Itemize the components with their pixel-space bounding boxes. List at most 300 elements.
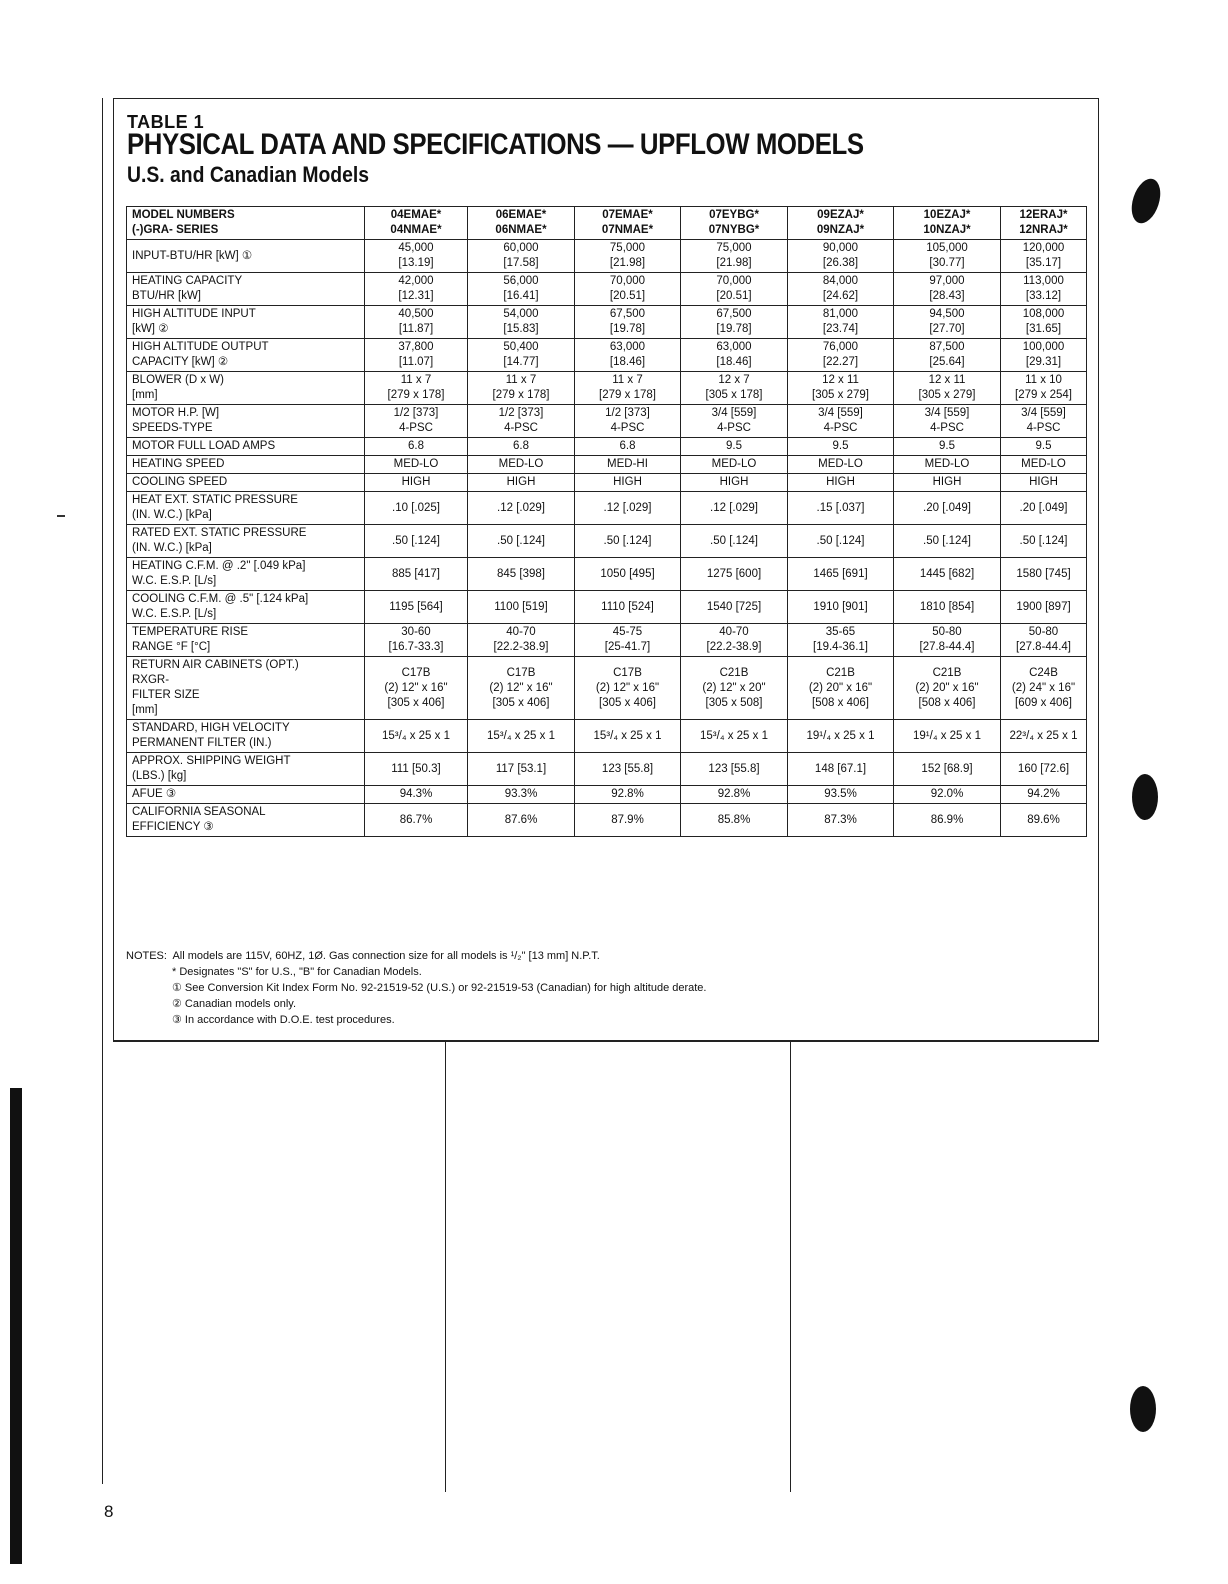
page-subtitle: U.S. and Canadian Models (127, 162, 370, 187)
value-line: 04EMAE* (390, 209, 442, 221)
row-label-line: (LBS.) [kg] (132, 770, 187, 782)
value-line: [24.62] (822, 290, 859, 302)
row-label-cell (127, 339, 365, 372)
value-line: 113,000 (1023, 275, 1064, 287)
value-line: .50 [.124] (710, 534, 758, 547)
model-number-cell (788, 207, 894, 240)
scan-binder-strip (10, 1088, 22, 1564)
value-line: 07NMAE* (601, 224, 654, 236)
value-cell (1001, 405, 1087, 438)
value-cell (365, 438, 468, 456)
value-cell (468, 591, 575, 624)
model-number-cell (575, 207, 681, 240)
value-line: 45-75 (612, 626, 643, 638)
value-line: [25.64] (929, 356, 965, 368)
value-line: 92.8% (611, 788, 644, 800)
notes-first-text: All models are 115V, 60HZ, 1Ø. Gas connection size for all models is ¹/₂" [13 mm] N.P.T. (172, 950, 600, 962)
value-cell (788, 624, 894, 657)
value-line: 105,000 (926, 242, 968, 254)
value-line: 70,000 (609, 275, 646, 287)
value-cell (788, 492, 894, 525)
value-cell (894, 492, 1001, 525)
value-line: 885 [417] (392, 567, 440, 580)
value-line: [305 x 279] (918, 389, 976, 401)
value-cell (468, 804, 575, 837)
table-row (127, 405, 1087, 438)
note-line: ② Canadian models only. (172, 998, 297, 1010)
model-number-cell (1001, 207, 1087, 240)
value-cell (468, 657, 575, 720)
value-line: [14.77] (503, 356, 539, 368)
value-cell (575, 372, 681, 405)
value-line: 63,000 (716, 341, 752, 353)
value-cell (575, 804, 681, 837)
value-line: 92.8% (717, 788, 751, 800)
value-line: [279 x 254] (1015, 389, 1072, 401)
value-line: [35.17] (1025, 257, 1062, 269)
table-row (127, 273, 1087, 306)
value-cell (468, 786, 575, 804)
value-line: 3/4 [559] (924, 407, 970, 419)
value-cell (575, 438, 681, 456)
value-cell (365, 273, 468, 306)
value-line: .12 [.029] (603, 501, 652, 514)
table-row (127, 558, 1087, 591)
page-title: PHYSICAL DATA AND SPECIFICATIONS — UPFLOW MODELS (127, 128, 864, 161)
value-cell (365, 339, 468, 372)
row-label-line: RANGE °F [°C] (132, 641, 211, 653)
value-line: 75,000 (609, 242, 646, 254)
value-line: [31.65] (1025, 323, 1062, 335)
value-cell (788, 720, 894, 753)
value-line: 12 x 11 (928, 374, 966, 386)
value-line: 1195 [564] (389, 600, 443, 613)
row-label-cell (127, 438, 365, 456)
value-cell (365, 657, 468, 720)
value-line: (2) 12" x 20" (702, 681, 766, 694)
value-line: [19.4-36.1] (813, 641, 868, 653)
value-cell (681, 786, 788, 804)
value-cell (365, 558, 468, 591)
value-line: C24B (1029, 666, 1058, 679)
value-cell (1001, 657, 1087, 720)
value-line: C21B (932, 666, 962, 679)
value-line: 12 x 11 (822, 374, 859, 386)
model-number-cell (365, 207, 468, 240)
value-line: 9.5 (1035, 440, 1052, 452)
row-label-line: [kW] ② (132, 323, 169, 335)
value-line: 1900 [897] (1016, 600, 1071, 613)
row-label-cell (127, 558, 365, 591)
value-cell (681, 438, 788, 456)
table-label: TABLE 1 (127, 112, 205, 132)
row-label-cell (127, 591, 365, 624)
value-line: [29.31] (1025, 356, 1062, 368)
row-label-cell (127, 474, 365, 492)
value-line: 92.0% (930, 788, 964, 800)
value-cell (788, 591, 894, 624)
scan-margin-mark (57, 515, 65, 517)
value-line: 4-PSC (823, 422, 858, 434)
value-line: 60,000 (503, 242, 539, 254)
value-line: .50 [.124] (816, 534, 865, 547)
row-label-cell (127, 804, 365, 837)
value-cell (894, 558, 1001, 591)
value-line: [28.43] (929, 290, 965, 302)
value-cell (575, 273, 681, 306)
value-cell (894, 624, 1001, 657)
row-label-cell (127, 240, 365, 273)
binder-hole (1132, 774, 1158, 820)
value-line: 54,000 (503, 308, 539, 320)
row-label-line: BLOWER (D x W) (132, 374, 224, 386)
value-line: 1445 [682] (919, 567, 975, 580)
value-cell (1001, 438, 1087, 456)
row-label-cell (127, 657, 365, 720)
value-line: 12ERAJ* (1019, 209, 1068, 221)
value-line: (2) 12" x 16" (595, 681, 660, 694)
value-line: 11 x 7 (612, 374, 643, 386)
value-cell (681, 624, 788, 657)
value-line: [27.70] (929, 323, 965, 335)
value-line: .50 [.124] (497, 534, 545, 547)
table-row (127, 492, 1087, 525)
value-line: [11.87] (398, 323, 434, 335)
value-line: 76,000 (822, 341, 859, 353)
value-cell (575, 624, 681, 657)
value-line: 87.3% (824, 813, 857, 826)
value-line: 06EMAE* (495, 209, 547, 221)
value-line: 1100 [519] (494, 600, 548, 613)
value-line: 120,000 (1022, 242, 1065, 254)
row-label-line: HEATING SPEED (132, 458, 225, 470)
value-line: 1810 [854] (919, 600, 975, 613)
value-line: [20.51] (609, 290, 646, 302)
value-cell (575, 657, 681, 720)
value-line: 6.8 (619, 440, 636, 452)
value-line: .12 [.029] (710, 501, 758, 514)
value-cell (894, 786, 1001, 804)
value-line: 10NZAJ* (923, 224, 971, 236)
value-cell (468, 624, 575, 657)
value-line: (2) 12" x 16" (489, 681, 553, 694)
value-line: [27.8-44.4] (919, 641, 975, 653)
value-line: 123 [55.8] (708, 762, 760, 775)
row-label-line: COOLING C.F.M. @ .5" [.124 kPa] (132, 593, 309, 605)
value-line: .50 [.124] (603, 534, 652, 547)
table-row (127, 306, 1087, 339)
value-line: 1580 [745] (1016, 567, 1071, 580)
row-label-cell (127, 456, 365, 474)
value-line: C21B (826, 666, 855, 679)
value-line: [25-41.7] (604, 641, 651, 653)
header-label-cell (127, 207, 365, 240)
value-cell (894, 438, 1001, 456)
value-line: [305 x 406] (387, 696, 445, 709)
value-line: 97,000 (929, 275, 965, 287)
value-line: 4-PSC (930, 422, 964, 434)
value-line: 15³/₄ x 25 x 1 (593, 729, 662, 742)
value-cell (681, 720, 788, 753)
value-line: 81,000 (822, 308, 859, 320)
value-cell (575, 240, 681, 273)
value-line: 40-70 (506, 626, 536, 638)
value-line: 1465 [691] (813, 567, 868, 580)
table-row (127, 753, 1087, 786)
value-line: .50 [.124] (392, 534, 440, 547)
value-line: .20 [.049] (923, 501, 971, 514)
value-line: .50 [.124] (923, 534, 971, 547)
value-cell (1001, 339, 1087, 372)
value-cell (894, 456, 1001, 474)
value-cell (365, 405, 468, 438)
value-line: [21.98] (609, 257, 646, 269)
value-line: 09NZAJ* (816, 224, 865, 236)
value-line: MED-LO (711, 458, 757, 470)
value-line: HIGH (506, 476, 536, 488)
table-row (127, 438, 1087, 456)
row-label-line: APPROX. SHIPPING WEIGHT (132, 755, 291, 767)
value-line: 19¹/₄ x 25 x 1 (913, 729, 981, 742)
model-number-cell (681, 207, 788, 240)
value-line: C17B (506, 666, 536, 679)
value-line: [18.46] (716, 356, 752, 368)
value-line: 56,000 (503, 275, 539, 287)
value-cell (365, 492, 468, 525)
value-line: 75,000 (716, 242, 752, 254)
row-label-cell (127, 624, 365, 657)
value-line: 50-80 (932, 626, 962, 638)
row-label-cell (127, 405, 365, 438)
value-line: [27.8-44.4] (1016, 641, 1071, 653)
value-cell (894, 306, 1001, 339)
value-cell (1001, 240, 1087, 273)
notes (126, 948, 1086, 1028)
value-line: 12NRAJ* (1019, 224, 1068, 236)
value-cell (468, 474, 575, 492)
value-line: 86.9% (930, 813, 964, 826)
value-cell (894, 474, 1001, 492)
row-label-line: HIGH ALTITUDE INPUT (132, 308, 256, 320)
value-line: 40-70 (719, 626, 749, 638)
value-cell (365, 591, 468, 624)
value-cell (1001, 804, 1087, 837)
row-label-line: PERMANENT FILTER (IN.) (132, 737, 272, 749)
value-line: .20 [.049] (1019, 501, 1068, 514)
value-line: (2) 20" x 16" (915, 681, 979, 694)
value-line: [508 x 406] (812, 696, 869, 709)
value-cell (1001, 558, 1087, 591)
value-line: 3/4 [559] (818, 407, 863, 419)
value-line: [21.98] (716, 257, 752, 269)
row-label-line: HEAT EXT. STATIC PRESSURE (132, 494, 298, 506)
value-line: [19.78] (609, 323, 646, 335)
value-cell (681, 306, 788, 339)
row-label-line: RETURN AIR CABINETS (OPT.) (132, 659, 299, 671)
value-line: 1/2 [373] (393, 407, 439, 419)
value-cell (1001, 456, 1087, 474)
value-line: 67,500 (609, 308, 646, 320)
note-line: * Designates "S" for U.S., "B" for Canadian Models. (172, 966, 422, 978)
value-cell (575, 786, 681, 804)
value-cell (894, 405, 1001, 438)
value-line: 1540 [725] (706, 600, 762, 613)
value-line: 1050 [495] (600, 567, 655, 580)
value-line: C17B (401, 666, 431, 679)
value-line: (2) 12" x 16" (384, 681, 448, 694)
value-cell (468, 339, 575, 372)
value-cell (468, 273, 575, 306)
table-row (127, 240, 1087, 273)
table-row (127, 804, 1087, 837)
value-line: MED-LO (1021, 458, 1066, 470)
value-cell (894, 525, 1001, 558)
row-label-line: CALIFORNIA SEASONAL (132, 806, 266, 818)
value-cell (575, 525, 681, 558)
value-line: 152 [68.9] (921, 762, 973, 775)
value-line: 15³/₄ x 25 x 1 (487, 729, 555, 742)
value-cell (468, 492, 575, 525)
value-cell (468, 240, 575, 273)
value-cell (1001, 591, 1087, 624)
value-cell (788, 786, 894, 804)
value-line: 148 [67.1] (814, 762, 867, 775)
table-row (127, 456, 1087, 474)
value-line: 07EYBG* (709, 209, 759, 221)
value-line: MED-LO (924, 458, 970, 470)
value-cell (575, 474, 681, 492)
value-cell (1001, 786, 1087, 804)
value-cell (681, 372, 788, 405)
value-line: 22³/₄ x 25 x 1 (1009, 729, 1078, 742)
value-line: 1110 [524] (601, 600, 654, 613)
value-line: HIGH (613, 476, 642, 488)
table-row (127, 339, 1087, 372)
value-cell (894, 657, 1001, 720)
value-cell (365, 372, 468, 405)
value-line: [305 x 508] (705, 696, 763, 709)
value-line: 84,000 (822, 275, 859, 287)
value-cell (681, 474, 788, 492)
value-line: 07NYBG* (708, 224, 760, 236)
value-cell (681, 591, 788, 624)
value-line: 89.6% (1027, 813, 1060, 826)
notes-first-line (126, 948, 1086, 964)
value-cell (575, 753, 681, 786)
value-line: HIGH (932, 476, 962, 488)
row-label-line: CAPACITY [kW] ② (132, 356, 229, 368)
value-cell (894, 273, 1001, 306)
value-cell (788, 804, 894, 837)
row-label-line: EFFICIENCY ③ (132, 821, 214, 833)
row-label-cell (127, 492, 365, 525)
value-cell (365, 525, 468, 558)
model-number-cell (468, 207, 575, 240)
value-line: 1275 [600] (706, 567, 762, 580)
row-label-line: (IN. W.C.) [kPa] (132, 542, 212, 554)
value-cell (1001, 753, 1087, 786)
value-cell (681, 657, 788, 720)
value-cell (468, 720, 575, 753)
value-cell (788, 474, 894, 492)
value-cell (1001, 474, 1087, 492)
value-line: 4-PSC (610, 422, 645, 434)
row-label-line: RATED EXT. STATIC PRESSURE (132, 527, 307, 539)
value-line: [30.77] (929, 257, 965, 269)
value-cell (681, 558, 788, 591)
value-line: [26.38] (822, 257, 859, 269)
value-line: [22.2-38.9] (706, 641, 762, 653)
value-line: .50 [.124] (1019, 534, 1068, 547)
value-line: 04NMAE* (390, 224, 442, 236)
value-line: 123 [55.8] (601, 762, 654, 775)
value-line: .12 [.029] (497, 501, 545, 514)
value-cell (788, 657, 894, 720)
value-line: 1910 [901] (813, 600, 868, 613)
value-cell (575, 306, 681, 339)
value-line: 845 [398] (497, 567, 545, 580)
row-label-line: (-)GRA- SERIES (132, 224, 219, 236)
value-line: 50-80 (1028, 626, 1059, 638)
value-line: 108,000 (1022, 308, 1065, 320)
value-cell (894, 240, 1001, 273)
value-line: (2) 24" x 16" (1011, 681, 1076, 694)
value-line: 6.8 (408, 440, 424, 452)
row-label-line: HIGH ALTITUDE OUTPUT (132, 341, 269, 353)
value-line: 90,000 (822, 242, 859, 254)
value-line: 42,000 (398, 275, 434, 287)
page-left-rule (102, 98, 103, 1484)
row-label-cell (127, 786, 365, 804)
value-line: 1/2 [373] (605, 407, 650, 419)
value-line: [19.78] (716, 323, 752, 335)
value-cell (788, 438, 894, 456)
row-label-line: (IN. W.C.) [kPa] (132, 509, 212, 521)
value-cell (575, 456, 681, 474)
value-line: [12.31] (398, 290, 434, 302)
value-cell (788, 558, 894, 591)
value-line: [305 x 279] (812, 389, 869, 401)
value-line: 12 x 7 (718, 374, 750, 386)
row-label-cell (127, 753, 365, 786)
value-cell (788, 525, 894, 558)
row-label-line: [mm] (132, 389, 158, 401)
value-cell (468, 558, 575, 591)
value-line: 50,400 (503, 341, 539, 353)
value-line: HIGH (1029, 476, 1058, 488)
value-cell (468, 456, 575, 474)
value-line: C17B (613, 666, 642, 679)
value-cell (788, 306, 894, 339)
row-label-line: INPUT-BTU/HR [kW] ① (132, 249, 253, 262)
value-line: .15 [.037] (816, 501, 865, 514)
row-label-cell (127, 273, 365, 306)
value-cell (575, 492, 681, 525)
value-cell (365, 720, 468, 753)
value-cell (681, 525, 788, 558)
value-line: 3/4 [559] (711, 407, 757, 419)
row-label-line: BTU/HR [kW] (132, 290, 201, 302)
value-line: [16.41] (503, 290, 539, 302)
value-line: 40,500 (398, 308, 434, 320)
value-cell (468, 405, 575, 438)
row-label-line: TEMPERATURE RISE (132, 626, 249, 638)
value-line: C21B (719, 666, 749, 679)
value-cell (788, 240, 894, 273)
value-cell (365, 456, 468, 474)
row-label-line: HEATING CAPACITY (132, 275, 243, 287)
value-line: 9.5 (832, 440, 849, 452)
